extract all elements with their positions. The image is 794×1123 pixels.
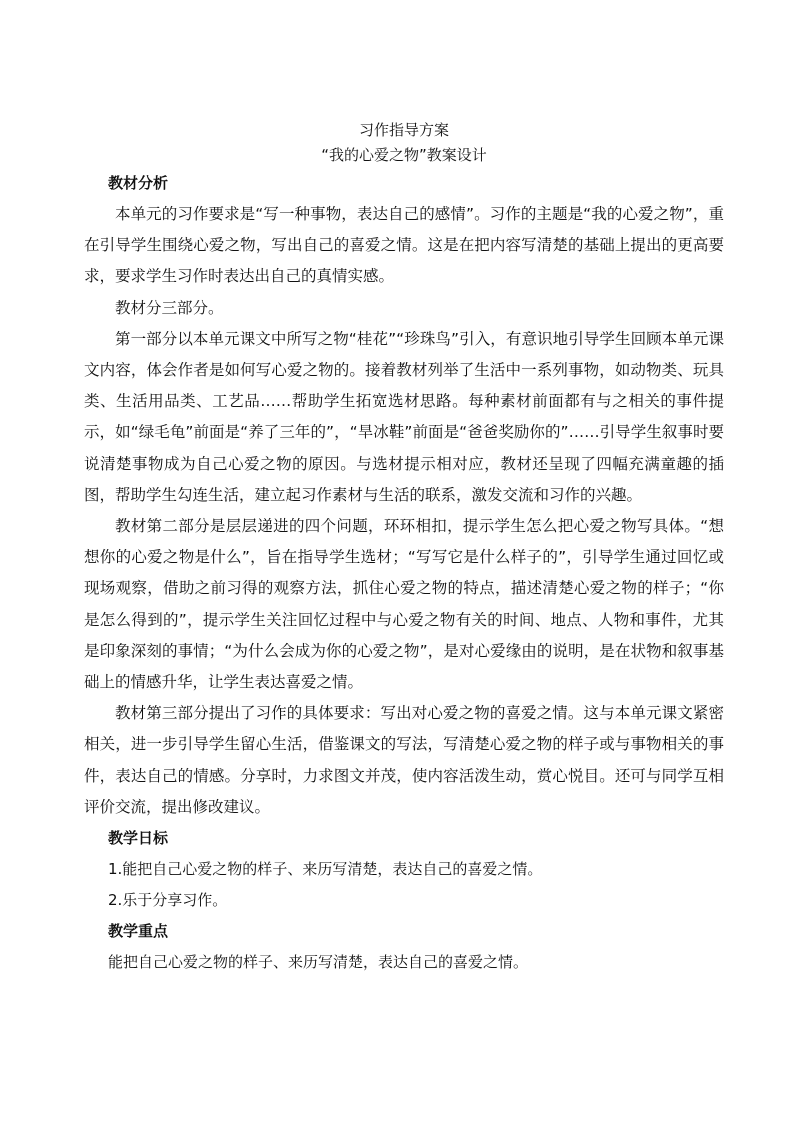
section-heading-goals: 教学日标 [108,829,169,848]
section-heading-focus: 教学重点 [108,922,169,941]
section-heading-analysis: 教材分析 [108,174,169,192]
document-content [84,118,724,978]
analysis-paragraph: 本单元的习作要求是“写一种事物，表达自己的感情”。习作的主题是“我的心爱之物”，重在引导学生围绕心爱之物，写出自己的喜爱之情。这是在把内容写清楚的基础上提出的更高要求，要求学生习作时表达出自己的真情实感。 [84,205,724,286]
analysis-paragraph: 教材第二部分是层层递进的四个问题，环环相扣，提示学生怎么把心爱之物写具体。“想想你的心爱之物是什么”，旨在指导学生选材；“写写它是什么样子的”，引导学生通过回忆或现场观察，借助之前习得的观察方法，抓住心爱之物的特点，描述清楚心爱之物的样子；“你是怎么得到的”，提示学生关注回忆过程中与心爱之物有关的时间、地点、人物和事件，尤其是印象深刻的事情；“为什么会成为你的心爱之物”，是对心爱缘由的说明，是在状物和叙事基础上的情感升华，让学生表达喜爱之情。 [84,517,724,692]
analysis-paragraph: 第一部分以本单元课文中所写之物“桂花”“珍珠鸟”引入，有意识地引导学生回顾本单元课文内容，体会作者是如何写心爱之物的。接着教材列举了生活中一系列事物，如动物类、玩具类、生活用品类、工艺品……帮助学生拓宽选材思路。每种素材前面都有与之相关的事件提示，如“绿毛龟”前面是“养了三年的”，“旱冰鞋”前面是“爸爸奖励你的”……引导学生叙事时要说清楚事物成为自己心爱之物的原因。与选材提示相对应，教材还呈现了四幅充满童趣的插图，帮助学生勾连生活，建立起习作素材与生活的联系，激发交流和习作的兴趣。 [84,329,724,504]
document-title: 习作指导方案 [358,121,449,139]
analysis-paragraph: 教材分三部分。 [115,298,224,317]
document-subtitle: “我的心爱之物”教案设计 [321,146,487,164]
goal-item: 2.乐于分享习作。 [108,891,228,910]
goal-item: 1.能把自己心爱之物的样子、来历写清楚，表达自己的喜爱之情。 [108,860,543,879]
focus-paragraph: 能把自己心爱之物的样子、来历写清楚，表达自己的喜爱之情。 [108,953,529,972]
analysis-paragraph: 教材第三部分提出了习作的具体要求：写出对心爱之物的喜爱之情。这与本单元课文紧密相关，进一步引导学生留心生活，借鉴课文的写法，写清楚心爱之物的样子或与事物相关的事件，表达自己的情感。分享时，力求图文并茂，使内容活泼生动，赏心悦目。还可与同学互相评价交流，提出修改建议。 [84,704,724,816]
